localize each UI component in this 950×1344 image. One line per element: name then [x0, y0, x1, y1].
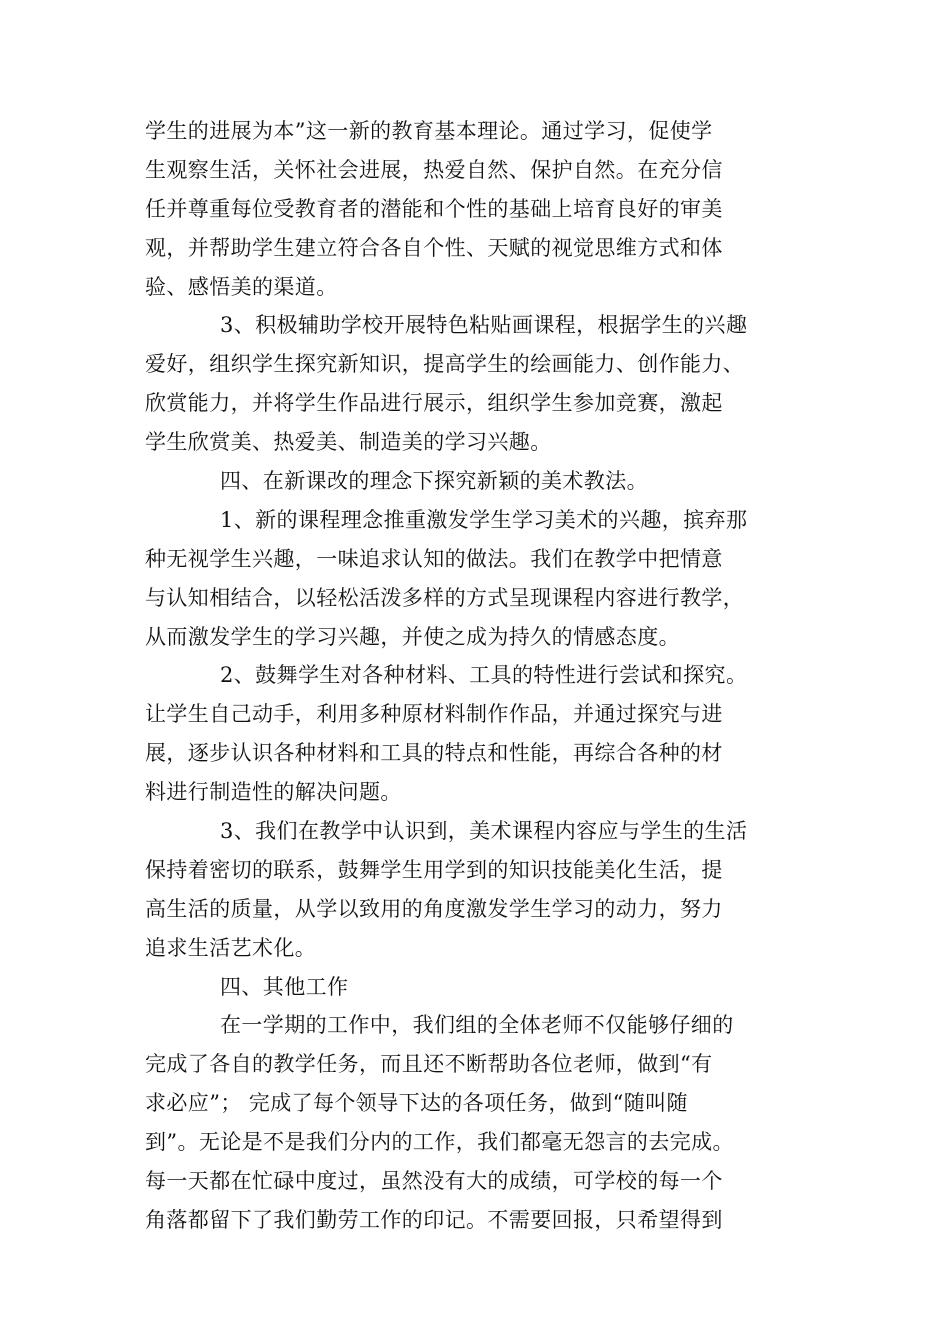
text-line: 欣赏能力，并将学生作品进行展示，组织学生参加竞赛，激起: [145, 391, 723, 416]
text-line: 四、在新课改的理念下探究新颖的美术教法。: [220, 469, 648, 494]
text-line: 学生的进展为本”这一新的教育基本理论。通过学习，促使学: [145, 119, 713, 143]
text-line: 生观察生活，关怀社会进展，热爱自然、保护自然。在充分信: [145, 157, 723, 182]
text-line: 爱好，组织学生探究新知识，提高学生的绘画能力、创作能力、: [145, 352, 745, 377]
text-line: 与认知相结合，以轻松活泼多样的方式呈现课程内容进行教学，: [145, 585, 745, 610]
text-line: 3、我们在教学中认识到，美术课程内容应与学生的生活: [220, 819, 748, 844]
text-line: 到”。无论是不是我们分内的工作，我们都毫无怨言的去完成。: [145, 1130, 734, 1155]
text-line: 任并尊重每位受教育者的潜能和个性的基础上培育良好的审美: [145, 196, 723, 221]
text-line: 完成了各自的教学任务，而且还不断帮助各位老师，做到“有: [145, 1052, 713, 1077]
text-line: 在一学期的工作中，我们组的全体老师不仅能够仔细的: [220, 1013, 734, 1038]
text-line: 验、感悟美的渠道。: [145, 274, 338, 299]
text-line: 从而激发学生的学习兴趣，并使之成为持久的情感态度。: [145, 624, 680, 649]
text-line: 观，并帮助学生建立符合各自个性、天赋的视觉思维方式和体: [145, 235, 723, 260]
text-line: 求必应”； 完成了每个领导下达的各项任务，做到“随叫随: [145, 1091, 688, 1116]
text-line: 学生欣赏美、热爱美、制造美的学习兴趣。: [145, 430, 552, 455]
text-line: 让学生自己动手，利用多种原材料制作作品，并通过探究与进: [145, 702, 723, 727]
text-line: 展，逐步认识各种材料和工具的特点和性能，再综合各种的材: [145, 741, 723, 766]
text-line: 追求生活艺术化。: [145, 935, 317, 960]
text-line: 每一天都在忙碌中度过，虽然没有大的成绩，可学校的每一个: [145, 1169, 723, 1194]
text-line: 1、新的课程理念推重激发学生学习美术的兴趣，摈弃那: [220, 507, 748, 532]
text-line: 保持着密切的联系，鼓舞学生用学到的知识技能美化生活，提: [145, 857, 723, 882]
text-line: 高生活的质量，从学以致用的角度激发学生学习的动力，努力: [145, 896, 723, 921]
text-line: 料进行制造性的解决问题。: [145, 780, 402, 805]
text-line: 种无视学生兴趣，一味追求认知的做法。我们在教学中把情意: [145, 546, 723, 571]
text-line: 四、其他工作: [220, 974, 349, 999]
text-line: 角落都留下了我们勤劳工作的印记。不需要回报，只希望得到: [145, 1207, 723, 1232]
text-line: 2、鼓舞学生对各种材料、工具的特性进行尝试和探究。: [220, 663, 748, 688]
document-body: [145, 112, 805, 1240]
text-line: 3、积极辅助学校开展特色粘贴画课程，根据学生的兴趣: [220, 313, 748, 338]
